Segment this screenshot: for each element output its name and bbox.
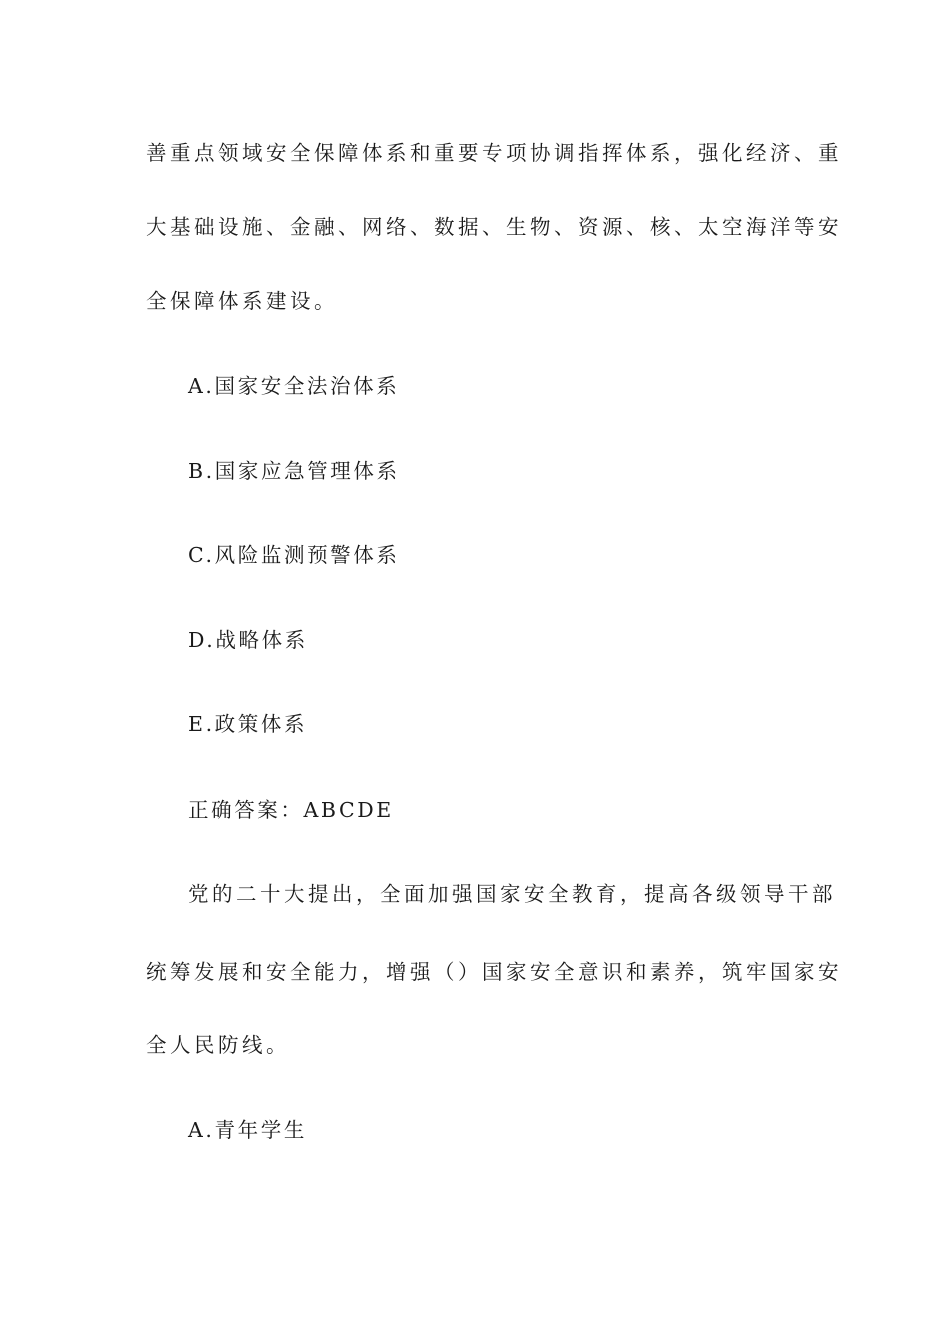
question-1-option-b: B.国家应急管理体系 [188,459,400,483]
question-2-option-a: A.青年学生 [188,1118,307,1142]
question-1-option-e: E.政策体系 [188,712,308,736]
question-1-text-line-2: 大基础设施、金融、网络、数据、生物、资源、核、太空海洋等安 [146,215,842,239]
question-1-text-line-3: 全保障体系建设。 [146,289,338,313]
question-1-answer: 正确答案：ABCDE [188,798,394,822]
question-1-text-line-1: 善重点领域安全保障体系和重要专项协调指挥体系，强化经济、重 [146,141,842,165]
question-1-option-c: C.风险监测预警体系 [188,543,400,567]
question-1-option-a: A.国家安全法治体系 [188,374,400,398]
question-1-option-d: D.战略体系 [188,628,308,652]
question-2-text-line-2: 统筹发展和安全能力，增强（）国家安全意识和素养，筑牢国家安 [146,960,842,984]
question-2-text-line-3: 全人民防线。 [146,1033,290,1057]
question-2-text-line-1: 党的二十大提出，全面加强国家安全教育，提高各级领导干部 [188,882,836,906]
